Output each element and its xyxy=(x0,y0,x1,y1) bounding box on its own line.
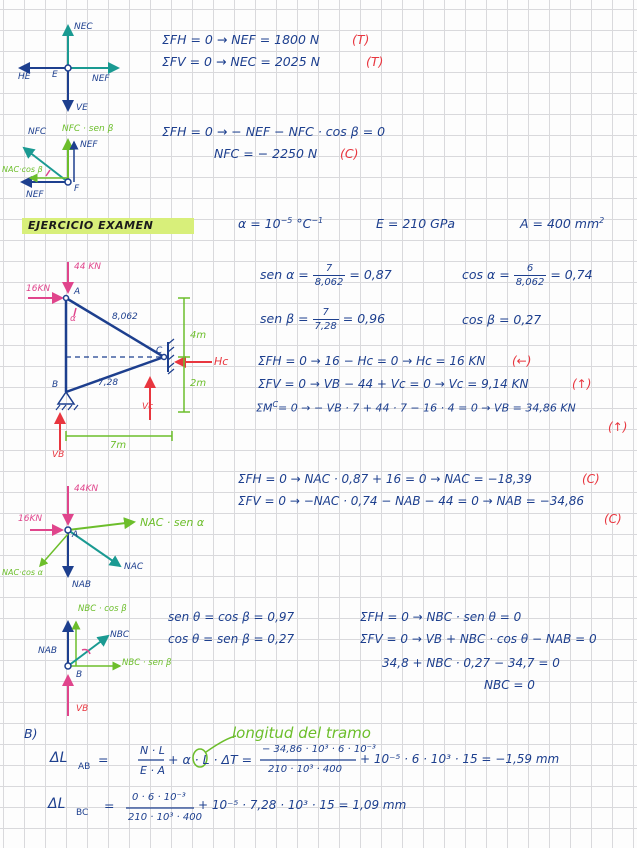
label-nac-sen-alpha: NAC · sen α xyxy=(140,516,205,529)
eq-node-e-fv-tag: (T) xyxy=(366,54,384,69)
eq-cos-alpha: cos α = $\frac{6}{8,062}$ = 0,74 xyxy=(462,263,593,288)
label-load-16kn: 16KN xyxy=(26,284,51,294)
node-a-fbd xyxy=(30,486,134,576)
eq-sen-alpha: sen α = $\frac{7}{8,062}$ = 0,87 xyxy=(260,263,392,288)
label-ve: VE xyxy=(76,103,88,113)
eq-truss-fh-tag: (←) xyxy=(512,354,532,368)
eq-node-a-fv: ΣFV = 0 → −NAC · 0,74 − NAB − 44 = 0 → NAB = −34,86 xyxy=(238,494,585,508)
node-e-fbd xyxy=(20,26,118,110)
label-nbc-sen-beta: NBC · sen β xyxy=(122,658,172,668)
label-dim-7m: 7m xyxy=(110,440,127,451)
label-b-node: B xyxy=(76,670,83,680)
frac-ea: E · A xyxy=(140,764,165,777)
part-b-label: B) xyxy=(24,726,38,741)
eq-node-f-nfc: NFC = − 2250 N xyxy=(214,146,318,161)
exercise-title: EJERCICIO EXAMEN xyxy=(22,219,159,232)
label-f: F xyxy=(74,184,80,194)
eq-node-a-fh-tag: (C) xyxy=(582,472,600,486)
eq-truss-moment: $\Sigma M^C= 0$ → − VB · 7 + 44 · 7 − 16 · 4 = 0 → VB = 34,86 KN xyxy=(256,400,576,415)
label-a-nab: NAB xyxy=(72,580,92,590)
label-nfc-sen: NFC · sen β xyxy=(62,124,114,134)
delta-bc-symbol: ΔL xyxy=(48,796,66,812)
eq-node-b-fh: ΣFH = 0 → NBC · sen θ = 0 xyxy=(360,610,522,624)
eq-node-e-fv: ΣFV = 0 → NEC = 2025 N xyxy=(162,54,320,69)
eq-node-e-fh-tag: (T) xyxy=(352,32,370,47)
eq-node-a-fh: ΣFH = 0 → NAC · 0,87 + 16 = 0 → NAC = −18,39 xyxy=(238,472,532,486)
label-b-vb: VB xyxy=(76,704,89,714)
label-he: HE xyxy=(18,72,31,82)
label-b-nbc: NBC xyxy=(110,630,130,640)
term-alpha-l-dt: + α · L · ΔT = xyxy=(168,752,253,767)
label-nbc-cos-beta: NBC · cos β xyxy=(78,604,127,614)
label-length-bc: 7,28 xyxy=(98,378,119,388)
notebook-page: NEC HE E NEF VE ΣFH = 0 → NEF = 1800 N (T) ΣFV = 0 → NEC = 2025 N (T) NFC NFC · sen β NEF NAC·cos β NEF F ΣFH = 0 → − NEF − NFC · cos β = 0 NFC = − 2250 N (C) EJERCICIO EXAMEN $\alpha = 10^{-5}$ $^\circ C^{-1}$ E = 210 GPa A = 400 $mm^2$ 44 KN 16KN A α 8,062 4m C Hc 7,28 B 2m Vc 7m VB sen α = $\frac{7}{8,062}$ = 0,87 cos α = $\frac{6}{8,062}$ = 0,74 sen β = $\frac{7}{7,28}$ = 0,96 cos β = 0,27 ΣFH = 0 → 16 − Hc = 0 → Hc = 16 KN (←) ΣFV = 0 → VB − 44 + Vc = 0 → Vc = 9,14 KN (↑) $\Sigma M^C= 0$ → − VB · 7 + 44 · 7 − 16 · 4 = 0 → VB = 34,86 KN (↑) 44KN 16KN A NAC · sen α NAC·cos α NAC NAB ΣFH = 0 → NAC · 0,87 + 16 = 0 → NAC = −18,39 (C) ΣFV = 0 → −NAC · 0,74 − NAB − 44 = 0 → NAB = −34,86 (C) NBC · cos β NBC NAB NBC · sen β B VB sen θ = cos β = 0,97 cos θ = sen β = 0,27 ΣFH = 0 → NBC · sen θ = 0 ΣFV = 0 → VB + NBC · cos θ − NAB = 0 34,8 + NBC · 0,27 − 34,7 = 0 NBC = 0 B) longitud del tramo ΔL AB = N · L E · A + α · L · ΔT = − 34,86 · 10³ · 6 · 10⁻³ 210 · 10³ · 400 + 10⁻⁵ · 6 · 10³ · 15 = −1,59 mm ΔL BC = 0 · 6 · 10⁻³ 210 · 10³ · 400 + 10⁻⁵ · 7,28 · 10³ · 15 = 1,09 mm xyxy=(0,0,637,848)
eq-node-e-fh: ΣFH = 0 → NEF = 1800 N xyxy=(162,32,320,47)
frac-ab-numerator: − 34,86 · 10³ · 6 · 10⁻³ xyxy=(262,744,376,755)
label-node-c: C xyxy=(156,346,163,356)
label-nac-cos-alpha: NAC·cos α xyxy=(2,568,43,577)
label-nfc: NFC xyxy=(28,127,47,137)
delta-bc-result: + 10⁻⁵ · 7,28 · 10³ · 15 = 1,09 mm xyxy=(198,798,407,812)
label-nef-down: NEF xyxy=(26,190,44,200)
eq-truss-moment-tag: (↑) xyxy=(608,420,628,434)
delta-ab-symbol: ΔL xyxy=(50,750,68,766)
label-a-node: A xyxy=(72,530,79,540)
frac-nl: N · L xyxy=(140,744,165,757)
label-nac-cos: NAC·cos β xyxy=(2,165,43,174)
eq-sen-theta: sen θ = cos β = 0,97 xyxy=(168,610,295,624)
delta-bc-sub: BC xyxy=(76,808,89,818)
eq-node-b-result: NBC = 0 xyxy=(484,678,535,692)
label-nef-up: NEF xyxy=(80,140,98,150)
eq-node-f-fh: ΣFH = 0 → − NEF − NFC · cos β = 0 xyxy=(162,124,386,139)
label-a-load-16kn: 16KN xyxy=(18,514,43,524)
constant-a: A = 400 $mm^2$ xyxy=(520,216,605,232)
eq-sen-beta: sen β = $\frac{7}{7,28}$ = 0,96 xyxy=(260,307,386,332)
label-vc: Vc xyxy=(142,402,154,412)
constant-alpha: $\alpha = 10^{-5}$ $^\circ C^{-1}$ xyxy=(238,216,324,232)
label-hc: Hc xyxy=(214,355,229,368)
label-alpha: α xyxy=(70,314,76,324)
truss-diagram xyxy=(28,262,212,450)
label-dim-4m: 4m xyxy=(190,330,207,341)
label-length-ac: 8,062 xyxy=(112,312,138,322)
frac-bc-denominator: 210 · 10³ · 400 xyxy=(128,812,202,823)
label-a-nac: NAC xyxy=(124,562,144,572)
eq-cos-beta: cos β = 0,27 xyxy=(462,312,542,327)
label-load-44kn: 44 KN xyxy=(74,262,101,272)
label-node-a: A xyxy=(74,287,81,297)
delta-ab-sub: AB xyxy=(78,762,91,772)
eq-node-f-nfc-tag: (C) xyxy=(340,146,359,161)
annotation-length: longitud del tramo xyxy=(232,724,371,742)
delta-ab-result: + 10⁻⁵ · 6 · 10³ · 15 = −1,59 mm xyxy=(360,752,560,766)
label-a-load-44kn: 44KN xyxy=(74,484,99,494)
label-e: E xyxy=(52,70,58,80)
eq-truss-fv-tag: (↑) xyxy=(572,377,592,391)
label-dim-2m: 2m xyxy=(190,378,207,389)
eq-node-a-fv-tag: (C) xyxy=(604,512,622,526)
label-vb: VB xyxy=(52,450,65,460)
label-nef: NEF xyxy=(92,74,110,84)
eq-node-b-sub: 34,8 + NBC · 0,27 − 34,7 = 0 xyxy=(382,656,560,670)
label-nec: NEC xyxy=(74,22,93,32)
eq-truss-fv: ΣFV = 0 → VB − 44 + Vc = 0 → Vc = 9,14 KN xyxy=(258,377,529,391)
node-f-fbd xyxy=(22,140,74,185)
label-node-b: B xyxy=(52,380,59,390)
label-b-nab: NAB xyxy=(38,646,58,656)
constant-e: E = 210 GPa xyxy=(376,216,456,231)
eq-node-b-fv: ΣFV = 0 → VB + NBC · cos θ − NAB = 0 xyxy=(360,632,597,646)
frac-ab-denominator: 210 · 10³ · 400 xyxy=(268,764,342,775)
frac-bc-numerator: 0 · 6 · 10⁻³ xyxy=(132,792,186,803)
eq-cos-theta: cos θ = sen β = 0,27 xyxy=(168,632,295,646)
eq-truss-fh: ΣFH = 0 → 16 − Hc = 0 → Hc = 16 KN xyxy=(258,354,486,368)
